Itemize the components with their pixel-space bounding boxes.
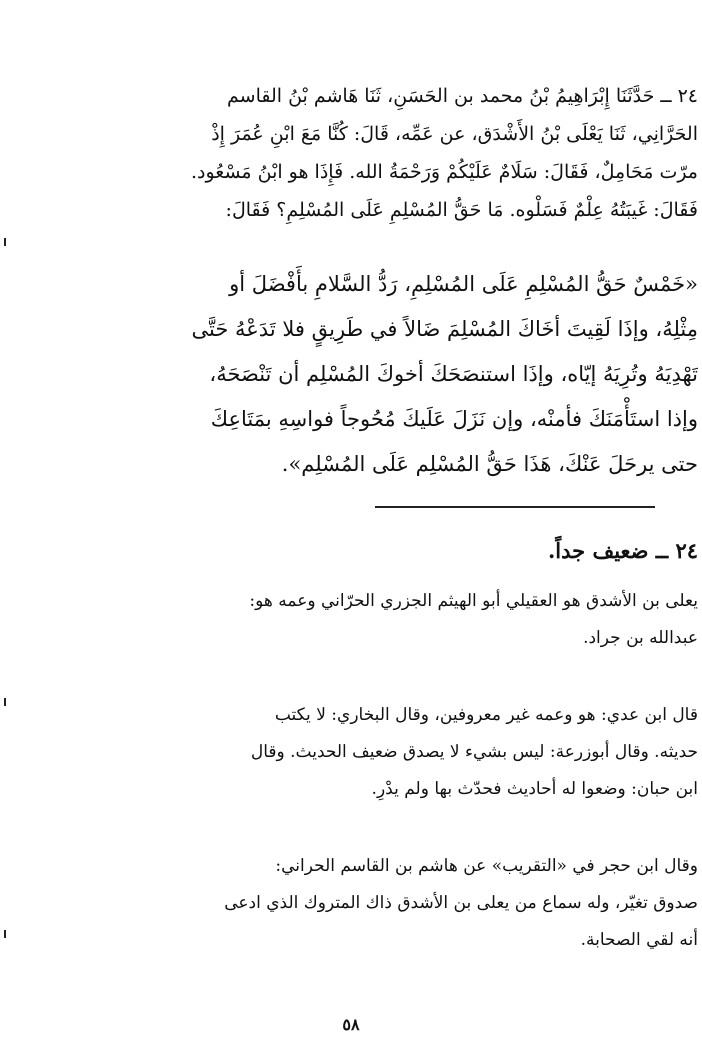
footnote-line: يعلى بن الأشدق هو العقيلي أبو الهيثم الجزري الحرّاني وعمه هو: (249, 591, 698, 611)
matn-line: تَهْدِيَهُ وتُرِيَهُ إيّاه، وإذَا استنصَحَكَ أخوكَ المُسْلِم أن تَنْصَحَهُ، (209, 362, 698, 386)
isnad-line: ٢٤ ــ حَدَّثَنَا إِبْرَاهِيمُ بْنُ محمد بن الحَسَنِ، ثَنَا هَاشم بْنُ القاسم (227, 85, 698, 107)
footnote-paragraph (100, 848, 698, 959)
footnote-divider (375, 506, 655, 508)
footnote-paragraph (100, 697, 698, 808)
page-number: ٥٨ (342, 1015, 360, 1034)
footnote-heading: ٢٤ ــ ضعيف جداً. (548, 538, 698, 563)
hadith-matn (100, 262, 698, 487)
hadith-isnad (100, 77, 698, 229)
footnote-line: عبدالله بن جراد. (583, 628, 698, 648)
margin-mark (4, 238, 6, 246)
matn-line: حتى يرحَلَ عَنْكَ، هَذَا حَقُّ المُسْلِم عَلَى المُسْلِم». (281, 452, 698, 476)
footnote-line: قال ابن عدي: هو وعمه غير معروفين، وقال البخاري: لا يكتب (274, 705, 698, 725)
isnad-line: فَقَالَ: غَيبَتُهُ عِلْمٌ فَسَلْوه. مَا حَقُّ المُسْلِمِ عَلَى المُسْلِمِ؟ فَقَالَ: (225, 199, 698, 221)
footnote-line: ابن حبان: وضعوا له أحاديث فحدّث بها ولم يدْرِ. (371, 779, 698, 799)
footnote-line: وقال ابن حجر في «التقريب» عن هاشم بن القاسم الحراني: (275, 856, 698, 876)
matn-line: «خَمْسٌ حَقُّ المُسْلِمِ عَلَى المُسْلِمِ، رَدُّ السَّلامِ بأَفْضَلَ أو (229, 272, 698, 296)
matn-line: وإذا استَأْمَنَكَ فأمنْه، وإن نَزَلَ عَلَيكَ مُحُوجاً فواسِهِ بمَتَاعِكَ (210, 407, 698, 431)
footnote-line: صدوق تغيّر، وله سماع من يعلى بن الأشدق ذاك المتروك الذي ادعى (224, 893, 698, 913)
matn-line: مِثْلِهُ، وإذَا لَقِيتَ أخَاكَ المُسْلِمَ ضَالاً في طَرِيقٍ فلا تَدَعْهُ حَتَّى (191, 317, 698, 341)
footnote-line: حديثه. وقال أبوزرعة: ليس بشيء لا يصدق ضعيف الحديث. وقال (250, 742, 698, 762)
isnad-line: الحَرَّانِي، ثَنَا يَعْلَى بْنُ الأَشْدَق، عن عَمِّه، قَالَ: كُنَّا مَعَ ابْنِ عُمَرَ إِذْ (211, 123, 698, 145)
isnad-line: مرّت مَحَامِلٌ، فَقَالَ: سَلَامٌ عَلَيْكُمْ وَرَحْمَةُ الله. فَإِذَا هو ابْنُ مَسْعُود. (190, 161, 698, 183)
margin-mark (4, 698, 6, 706)
footnote-line: أنه لقي الصحابة. (580, 930, 698, 950)
margin-mark (4, 930, 6, 938)
footnote-paragraph (100, 583, 698, 657)
